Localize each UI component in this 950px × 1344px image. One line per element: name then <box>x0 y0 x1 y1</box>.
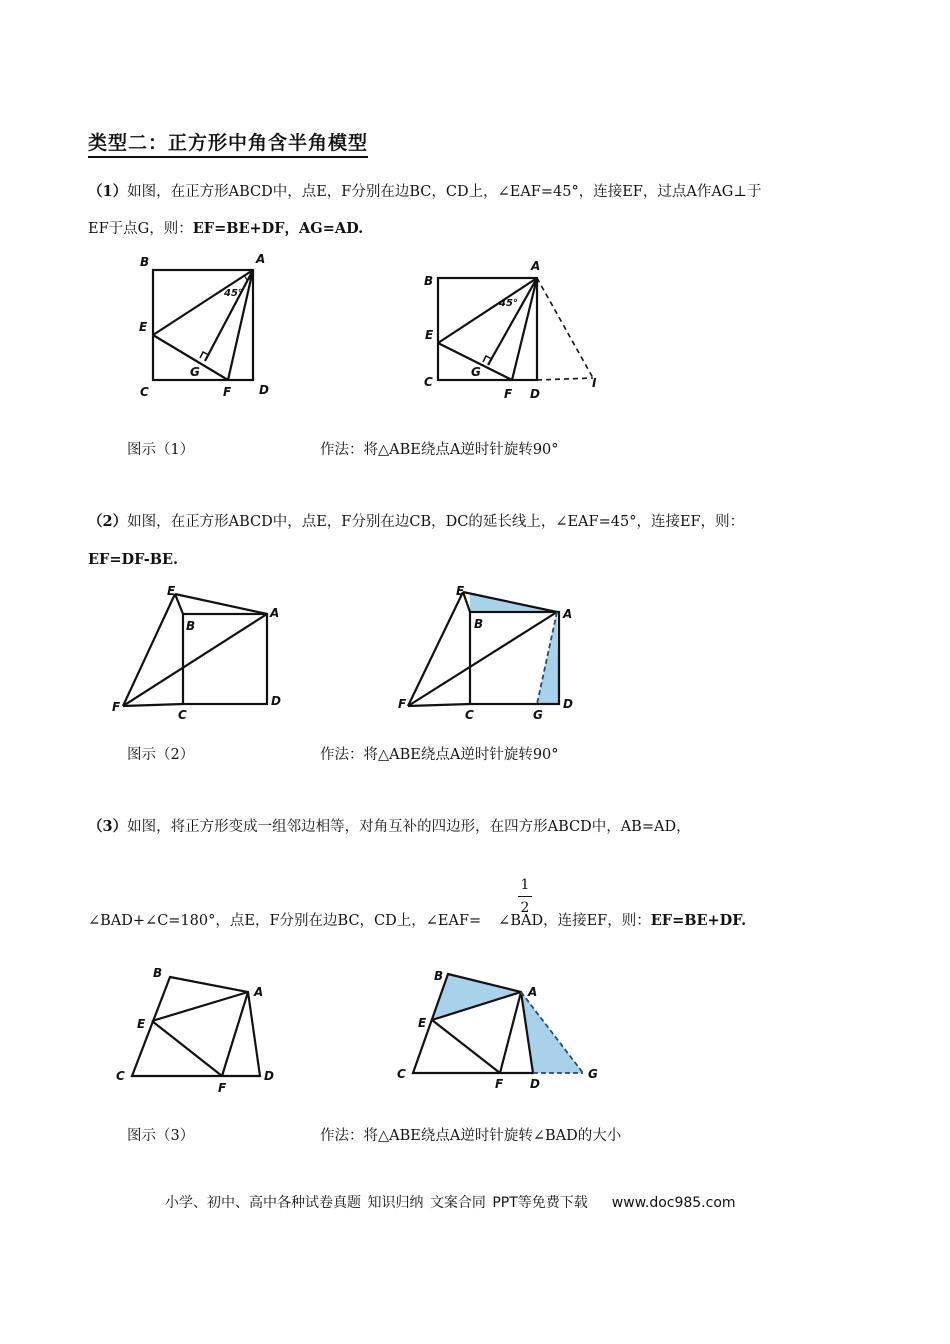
fig3r-label-G: G <box>588 1067 598 1081</box>
fig1l-label-A: A <box>256 252 266 266</box>
footer-text: 小学、初中、高中各种试卷真题 知识归纳 文案合同 PPT等免费下载 <box>165 1195 588 1211</box>
fig1r-label-I: I <box>592 376 597 390</box>
fig2r-label-F: F <box>398 697 407 711</box>
fig2r-label-A: A <box>563 607 573 621</box>
figure2-right <box>390 582 590 722</box>
fig3l-label-F: F <box>218 1081 227 1095</box>
figure3-left <box>110 962 290 1097</box>
fig3r-label-A: A <box>528 985 538 999</box>
section1-text1: 如图，在正方形ABCD中，点E，F分别在边BC，CD上，∠EAF=45°，连接EF，过点A作AG⊥于 <box>127 184 762 200</box>
section2-line1 <box>88 512 744 532</box>
section3-caption-left: 图示（3） <box>127 1128 195 1144</box>
fig2l-label-D: D <box>271 694 281 708</box>
section3-text1: 如图，将正方形变成一组邻边相等，对角互补的四边形，在四方形ABCD中，AB=AD， <box>127 819 691 835</box>
figure1-right <box>415 250 610 405</box>
fig1l-angle-45: 45° <box>224 288 243 299</box>
section2-caption-left: 图示（2） <box>127 747 195 763</box>
fig1r-angle-45: 45° <box>499 298 518 309</box>
fig2r-label-C: C <box>465 708 474 722</box>
fig2l-label-A: A <box>270 606 280 620</box>
fig1r-label-G: G <box>471 365 481 379</box>
section3-conclusion: EF=BE+DF. <box>650 912 747 929</box>
section2-caption-right: 作法：将△ABE绕点A逆时针旋转90° <box>320 747 559 763</box>
fig1r-label-B: B <box>424 274 434 288</box>
fig1l-label-F: F <box>223 385 232 399</box>
section3-number: （3） <box>88 818 128 835</box>
section3-text2a: ∠BAD+∠C=180°，点E，F分别在边BC，CD上，∠EAF= <box>88 913 482 929</box>
fig3r-label-D: D <box>530 1077 540 1091</box>
fig2l-label-E: E <box>167 584 176 598</box>
fig3l-label-D: D <box>264 1069 274 1083</box>
fraction-numerator: 1 <box>520 877 530 893</box>
section3-line2 <box>88 911 746 931</box>
fig1l-label-G: G <box>190 365 200 379</box>
fig3r-label-F: F <box>495 1077 504 1091</box>
fig3r-label-E: E <box>418 1016 427 1030</box>
fig1r-dashed-rotation <box>537 278 593 380</box>
fig3l-label-C: C <box>116 1069 125 1083</box>
figure1-left <box>130 248 280 408</box>
fig2r-shaded-triangle-right <box>537 612 559 704</box>
fraction-bar <box>518 896 532 897</box>
fig2r-label-E: E <box>456 584 465 598</box>
fig1l-label-D: D <box>259 383 269 397</box>
fig2l-label-C: C <box>178 708 187 722</box>
fig1l-label-B: B <box>140 255 150 269</box>
section1-caption-left: 图示（1） <box>127 442 195 458</box>
fig3r-label-B: B <box>434 969 444 983</box>
section1-text2a: EF于点G，则： <box>88 221 193 237</box>
fraction-denominator: 2 <box>520 900 530 916</box>
figure3-right <box>390 962 605 1097</box>
section2-conclusion: EF=DF-BE. <box>88 551 179 568</box>
section3-caption-right: 作法：将△ABE绕点A逆时针旋转∠BAD的大小 <box>320 1128 622 1144</box>
fig1r-label-E: E <box>425 328 434 342</box>
section2-number: （2） <box>88 513 128 530</box>
fig2r-label-D: D <box>563 697 573 711</box>
fig3l-label-A: A <box>254 985 264 999</box>
section1-line2 <box>88 219 363 239</box>
section1-line1 <box>88 182 762 202</box>
fig1l-label-E: E <box>139 320 148 334</box>
section2-line2 <box>88 550 178 570</box>
fig3l-quadrilateral <box>132 977 260 1076</box>
fig2r-label-B: B <box>474 617 484 631</box>
section1-caption-right: 作法：将△ABE绕点A逆时针旋转90° <box>320 442 559 458</box>
section1-number: （1） <box>88 183 128 200</box>
fig2l-label-F: F <box>112 700 121 714</box>
fig2r-label-G: G <box>533 708 543 722</box>
figure2-left <box>108 582 293 722</box>
fig3l-label-B: B <box>153 966 163 980</box>
section1-conclusion: EF=BE+DF，AG=AD. <box>192 220 364 237</box>
section2-text1: 如图，在正方形ABCD中，点E，F分别在边CB，DC的延长线上，∠EAF=45°，连接EF，则： <box>127 514 745 530</box>
section3-text2b: ∠BAD，连接EF，则： <box>498 913 651 929</box>
fig1r-label-F: F <box>504 387 513 401</box>
fig1r-label-A: A <box>531 259 541 273</box>
fig1r-label-C: C <box>424 375 433 389</box>
fig2l-label-B: B <box>186 619 196 633</box>
fig1r-label-D: D <box>530 387 540 401</box>
page-footer <box>165 1192 736 1212</box>
fig1l-label-C: C <box>140 385 149 399</box>
section-title: 类型二：正方形中角含半角模型 <box>88 128 368 158</box>
fig3l-label-E: E <box>137 1017 146 1031</box>
footer-url[interactable]: www.doc985.com <box>611 1195 736 1211</box>
section3-line1 <box>88 817 691 837</box>
fig3r-label-C: C <box>397 1067 406 1081</box>
